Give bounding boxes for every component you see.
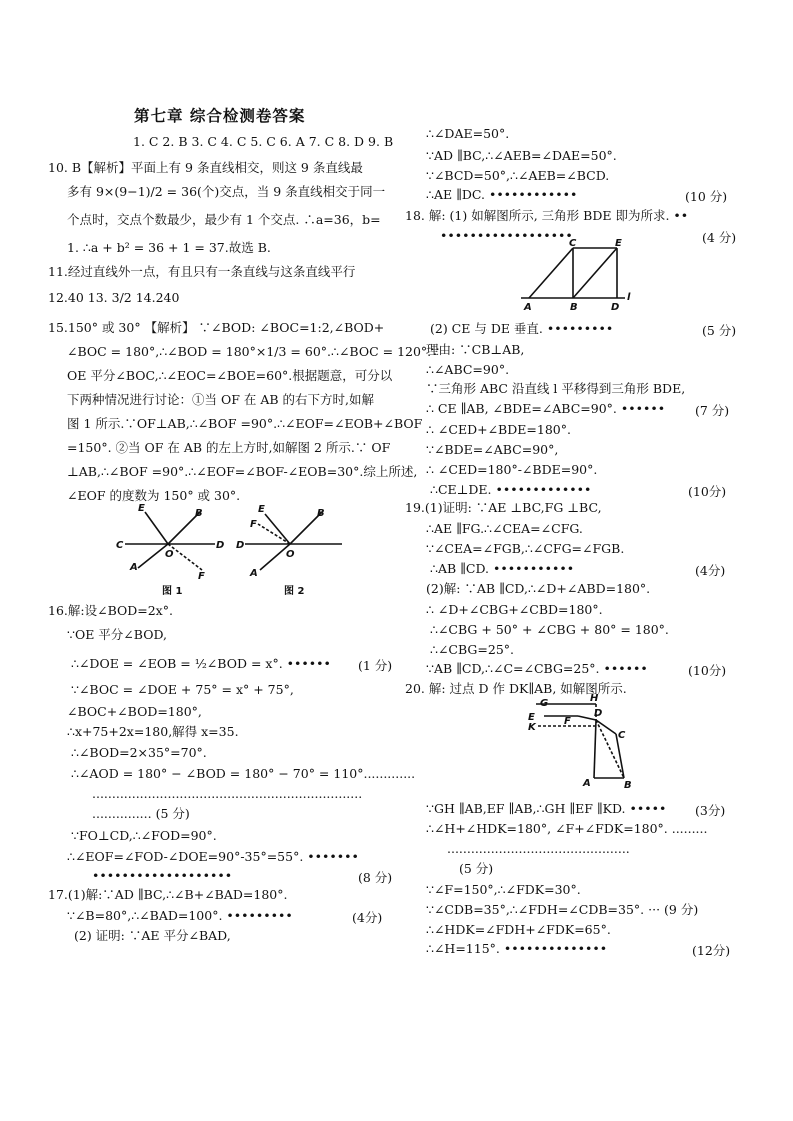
right-text-line-5: •••••••••••••••••• [440, 228, 573, 243]
fig2-label-O: O [286, 549, 295, 560]
page-title: 第七章 综合检测卷答案 [134, 106, 306, 125]
fig20-label-B: B [624, 780, 632, 791]
right-text-line-0: ∴∠DAE=50°. [426, 126, 510, 141]
fig20-label-G: G [540, 698, 549, 709]
fig18-label-A: A [524, 302, 532, 313]
left-text-line-2: 多有 9×(9−1)/2 = 36(个)交点，当 9 条直线相交于同一 [67, 184, 386, 199]
right-text-line-12: ∵∠BDE=∠ABC=90°, [426, 442, 559, 457]
left-text-line-18: ∵∠BOC = ∠DOE + 75° = x° + 75°, [71, 682, 294, 697]
left-score-1: (8 分) [358, 870, 393, 885]
left-text-line-17: ∴∠DOE = ∠EOB = ½∠BOD = x°. •••••• [71, 656, 331, 671]
right-text-line-32: ∴∠H=115°. •••••••••••••• [426, 941, 608, 956]
left-text-line-27: ••••••••••••••••••• [92, 868, 233, 883]
fig2-label-A: A [250, 568, 258, 579]
right-text-line-20: ∴ ∠D+∠CBG+∠CBD=180°. [426, 602, 603, 617]
left-text-line-20: ∴x+75+2x=180,解得 x=35. [67, 724, 239, 739]
left-text-line-29: ∵∠B=80°,∴∠BAD=100°. ••••••••• [67, 908, 293, 923]
left-text-line-22: ∴∠AOD = 180° − ∠BOD = 180° − 70° = 110°............. [71, 766, 416, 781]
fig1-caption: 图 1 [162, 586, 183, 597]
right-text-line-18: ∴AB ∥CD. ••••••••••• [430, 561, 575, 576]
left-text-line-23: .................................................................... [92, 786, 363, 801]
right-text-line-26: ∴∠H+∠HDK=180°, ∠F+∠FDK=180°. ......... [426, 821, 708, 836]
fig20-label-F: F [564, 716, 571, 727]
right-text-line-27: .............................................. [447, 841, 630, 856]
right-score-8: (12分) [692, 943, 731, 958]
left-text-line-3: 个点时，交点个数最少，最少有 1 个交点. ∴a=36，b= [67, 212, 381, 227]
fig2-label-D: D [236, 540, 245, 551]
left-text-line-4: 1. ∴a + b² = 36 + 1 = 37.故选 B. [67, 240, 271, 255]
fig1-label-B: B [195, 508, 203, 519]
right-score-1: (4 分) [702, 230, 737, 245]
figure-15 [110, 500, 360, 600]
fig18-label-l: l [627, 292, 631, 303]
figure-2 [245, 512, 342, 570]
right-text-line-17: ∵∠CEA=∠FGB,∴∠CFG=∠FGB. [426, 541, 625, 556]
right-text-line-16: ∴AE ∥FG.∴∠CEA=∠CFG. [426, 521, 583, 536]
left-text-line-1: 10. B【解析】平面上有 9 条直线相交，则这 9 条直线最 [48, 160, 363, 175]
fig18-label-D: D [611, 302, 620, 313]
figure-18 [515, 236, 635, 314]
right-text-line-4: 18. 解: (1) 如解图所示, 三角形 BDE 即为所求. •• [405, 208, 689, 223]
left-text-line-11: 图 1 所示.∵OF⊥AB,∴∠BOF =90°.∴∠EOF=∠EOB+∠BOF [67, 416, 423, 431]
right-score-7: (3分) [695, 803, 726, 818]
left-text-line-14: ∠EOF 的度数为 150° 或 30°. [67, 488, 241, 503]
fig18-label-E: E [615, 238, 622, 249]
left-text-line-28: 17.(1)解:∵AD ∥BC,∴∠B+∠BAD=180°. [48, 887, 288, 902]
right-text-line-10: ∴ CE ∥AB, ∠BDE=∠ABC=90°. •••••• [426, 401, 666, 416]
right-text-line-19: (2)解: ∵AB ∥CD,∴∠D+∠ABD=180°. [426, 581, 651, 596]
fig20-label-A: A [583, 778, 591, 789]
right-text-line-7: 理由: ∵CB⊥AB, [426, 342, 525, 357]
left-score-0: (1 分) [358, 658, 393, 673]
fig1-label-O: O [165, 549, 174, 560]
left-text-line-5: 11.经过直线外一点，有且只有一条直线与这条直线平行 [48, 264, 356, 279]
right-text-line-15: 19.(1)证明: ∵AE ⊥BC,FG ⊥BC, [405, 500, 602, 515]
right-text-line-21: ∴∠CBG + 50° + ∠CBG + 80° = 180°. [430, 622, 669, 637]
right-text-line-9: ∵三角形 ABC 沿直线 l 平移得到三角形 BDE, [426, 381, 686, 396]
right-score-5: (4分) [695, 563, 726, 578]
right-score-6: (10分) [688, 663, 727, 678]
fig20-label-E: E [528, 712, 535, 723]
left-text-line-12: =150°. ②当 OF 在 AB 的左上方时,如解图 2 所示.∵ OF [67, 440, 391, 455]
left-text-line-8: ∠BOC = 180°,∴∠BOD = 180°×1/3 = 60°.∴∠BOC = 120°.∵ [67, 344, 440, 359]
fig20-label-K: K [528, 722, 536, 733]
fig18-label-B: B [570, 302, 578, 313]
fig20-label-D: D [594, 708, 603, 719]
right-text-line-24: 20. 解: 过点 D 作 DK∥AB, 如解图所示. [405, 681, 627, 696]
left-text-line-13: ⊥AB,∴∠BOF =90°.∴∠EOF=∠BOF-∠EOB=30°.综上所述, [67, 464, 418, 479]
left-text-line-9: OE 平分∠BOC,∴∠EOC=∠BOE=60°.根据题意，可分以 [67, 368, 393, 383]
left-text-line-24: ............... (5 分) [92, 806, 190, 821]
left-score-2: (4分) [352, 910, 383, 925]
right-text-line-11: ∴ ∠CED+∠BDE=180°. [426, 422, 571, 437]
right-text-line-31: ∴∠HDK=∠FDH+∠FDK=65°. [426, 922, 611, 937]
left-text-line-15: 16.解:设∠BOD=2x°. [48, 603, 173, 618]
fig2-label-F: F [250, 519, 257, 530]
fig1-label-E: E [138, 503, 145, 514]
left-text-line-6: 12.40 13. 3/2 14.240 [48, 290, 180, 305]
right-score-2: (5 分) [702, 323, 737, 338]
fig20-label-C: C [618, 730, 626, 741]
right-text-line-6: (2) CE 与 DE 垂直. ••••••••• [430, 321, 614, 336]
fig20-label-H: H [590, 693, 599, 704]
left-text-line-10: 下两种情况进行讨论：①当 OF 在 AB 的右下方时,如解 [67, 392, 375, 407]
figure-20 [520, 692, 640, 794]
fig1-label-F: F [198, 571, 205, 582]
left-text-line-21: ∴∠BOD=2×35°=70°. [71, 745, 207, 760]
right-text-line-23: ∵AB ∥CD,∴∠C=∠CBG=25°. •••••• [426, 661, 648, 676]
figure-1 [125, 512, 215, 570]
right-score-3: (7 分) [695, 403, 730, 418]
left-text-line-26: ∴∠EOF=∠FOD-∠DOE=90°-35°=55°. ••••••• [67, 849, 359, 864]
left-text-line-25: ∵FO⊥CD,∴∠FOD=90°. [71, 828, 217, 843]
right-text-line-2: ∵∠BCD=50°,∴∠AEB=∠BCD. [426, 168, 610, 183]
fig2-label-B: B [317, 508, 325, 519]
right-text-line-3: ∴AE ∥DC. •••••••••••• [426, 187, 578, 202]
right-text-line-28: (5 分) [459, 861, 494, 876]
fig2-label-E: E [258, 504, 265, 515]
fig1-label-D: D [216, 540, 225, 551]
fig1-label-C: C [116, 540, 124, 551]
left-text-line-16: ∵OE 平分∠BOD, [67, 627, 167, 642]
fig18-label-C: C [569, 238, 577, 249]
right-text-line-30: ∵∠CDB=35°,∴∠FDH=∠CDB=35°. ··· (9 分) [426, 902, 699, 917]
right-text-line-1: ∵AD ∥BC,∴∠AEB=∠DAE=50°. [426, 148, 617, 163]
left-text-line-0: 1. C 2. B 3. C 4. C 5. C 6. A 7. C 8. D 9. B [133, 134, 394, 149]
right-score-0: (10 分) [685, 189, 728, 204]
fig2-caption: 图 2 [284, 586, 305, 597]
left-text-line-19: ∠BOC+∠BOD=180°, [67, 704, 202, 719]
right-text-line-25: ∵GH ∥AB,EF ∥AB,∴GH ∥EF ∥KD. ••••• [426, 801, 667, 816]
right-text-line-8: ∴∠ABC=90°. [426, 362, 510, 377]
left-text-line-7: 15.150° 或 30° 【解析】 ∵∠BOD: ∠BOC=1:2,∠BOD+ [48, 320, 385, 335]
fig1-label-A: A [130, 562, 138, 573]
right-score-4: (10分) [688, 484, 727, 499]
right-text-line-22: ∴∠CBG=25°. [430, 642, 514, 657]
right-text-line-29: ∵∠F=150°,∴∠FDK=30°. [426, 882, 581, 897]
left-text-line-30: (2) 证明: ∵AE 平分∠BAD, [74, 928, 231, 943]
right-text-line-13: ∴ ∠CED=180°-∠BDE=90°. [426, 462, 598, 477]
right-text-line-14: ∴CE⊥DE. ••••••••••••• [430, 482, 592, 497]
